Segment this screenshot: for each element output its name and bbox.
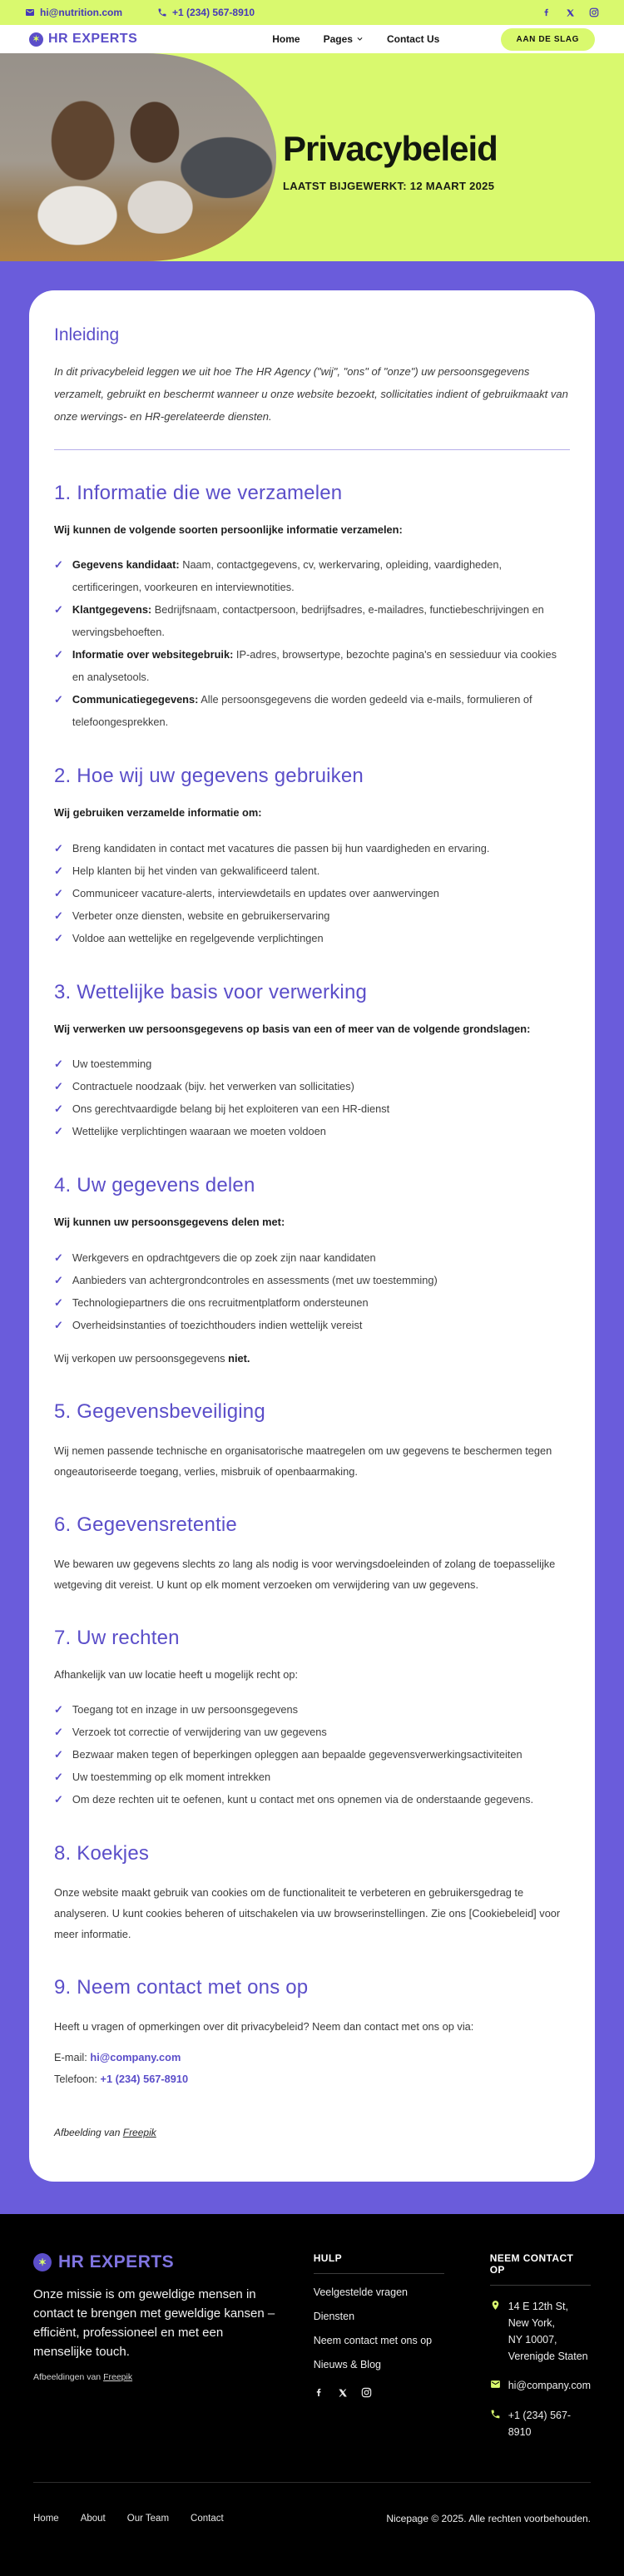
footer-mission: Onze missie is om geweldige mensen in contact te brengen met geweldige kansen – efficiënt, professioneel en met een menselijke touch. [33, 2287, 275, 2360]
check-icon: ✓ [54, 931, 63, 944]
chevron-down-icon [356, 33, 364, 45]
check-icon: ✓ [54, 909, 63, 922]
check-icon: ✓ [54, 841, 63, 855]
footer-link-services[interactable]: Diensten [313, 2311, 355, 2323]
last-updated-label: LAATST BIJGEWERKT: 12 MAART 2025 [283, 180, 495, 192]
bullet-text: Communicatiegegevens: Alle persoonsgegevens die worden gedeeld via e-mails, formulieren of telefoongesprekken. [72, 693, 532, 729]
topbar-email-text: hi@nutrition.com [40, 7, 123, 18]
policy-section [54, 482, 570, 733]
bottom-nav-our-team[interactable]: Our Team [126, 2514, 170, 2524]
bullet-text: Verzoek tot correctie of verwijdering van uw gegevens [72, 1726, 327, 1739]
hero-photo [0, 53, 276, 261]
bullet-text: Overheidsinstanties of toezichthouders indien wettelijk vereist [72, 1318, 363, 1331]
footer-phone[interactable]: +1 (234) 567-8910 [490, 2407, 591, 2440]
bullet-text: Help klanten bij het vinden van gekwalificeerd talent. [72, 864, 320, 877]
nav-home[interactable]: Home [272, 33, 300, 45]
bullet-item [54, 1097, 570, 1120]
bullet-item [54, 1269, 570, 1291]
contact-line: Telefoon: +1 (234) 567-8910 [54, 2073, 189, 2086]
bullet-text: Werkgevers en opdrachtgevers die op zoek zijn naar kandidaten [72, 1251, 376, 1264]
main-purple-section [0, 261, 624, 2214]
section-heading: 3. Wettelijke basis voor verwerking [54, 980, 368, 1003]
footer-link-contact[interactable]: Neem contact met ons op [313, 2335, 433, 2347]
map-pin-icon [490, 2298, 501, 2316]
policy-section [54, 1174, 570, 1368]
policy-section [54, 981, 570, 1142]
section-divider [54, 449, 570, 450]
section-heading: 6. Gegevensretentie [54, 1513, 237, 1536]
section-heading: 7. Uw rechten [54, 1626, 180, 1649]
top-info-bar [0, 0, 624, 25]
contact-email-link[interactable]: hi@company.com [90, 2051, 181, 2064]
bullet-item [54, 1075, 570, 1097]
bullet-text: Klantgegevens: Bedrijfsnaam, contactpersoon, bedrijfsadres, e-mailadres, functiebeschrijvingen en wervingsbehoeften. [72, 603, 544, 639]
bullet-list [54, 1053, 570, 1142]
check-icon: ✓ [54, 558, 63, 572]
bullet-text: Verbeter onze diensten, website en gebruikerservaring [72, 909, 330, 922]
bullet-item [54, 1721, 570, 1743]
topbar-phone-link[interactable] [157, 7, 255, 18]
check-icon: ✓ [54, 1793, 63, 1806]
policy-section [54, 1513, 570, 1595]
footer-brand-column [33, 2252, 275, 2440]
check-icon: ✓ [54, 864, 63, 877]
check-icon: ✓ [54, 1251, 63, 1264]
section-heading: 2. Hoe wij uw gegevens gebruiken [54, 765, 364, 788]
footer-address: 14 E 12th St, New York, NY 10007, Verenigde Staten [490, 2298, 591, 2365]
cta-button[interactable]: AAN DE SLAG [501, 28, 596, 51]
facebook-icon[interactable] [314, 2387, 324, 2402]
section-paragraph: Wij nemen passende technische en organisatorische maatregelen om uw gegevens te beschermen tegen ongeautoriseerde toegang, verlies, misbruik of openbaarmaking. [54, 1444, 552, 1478]
footer-bottom-bar [33, 2483, 591, 2548]
bullet-item [54, 1698, 570, 1721]
intro-paragraph: In dit privacybeleid leggen we uit hoe The HR Agency ("wij", "ons" of "onze") uw persoonsgegevens verzamelt, gebruikt en beschermt wanneer u onze website bezoekt, sollicitaties indient of gebruikmaakt van onze wervings- en HR-gerelateerde diensten. [54, 365, 568, 423]
check-icon: ✓ [54, 1703, 63, 1717]
bullet-text: Voldoe aan wettelijke en regelgevende verplichtingen [72, 931, 324, 944]
policy-sections [54, 482, 570, 2090]
footer-freepik-link[interactable]: Freepik [103, 2372, 133, 2383]
nav-contact-us[interactable]: Contact Us [386, 33, 440, 45]
image-credit: Afbeelding van Freepik [54, 2127, 156, 2139]
nav-pages[interactable]: Pages [324, 33, 364, 45]
check-icon: ✓ [54, 693, 63, 706]
bullet-item [54, 1788, 570, 1811]
footer-email[interactable]: hi@company.com [490, 2377, 591, 2395]
brand-name: HR EXPERTS [48, 32, 138, 46]
bullet-list [54, 553, 570, 733]
bullet-item [54, 1120, 570, 1142]
bullet-item [54, 1291, 570, 1314]
bullet-item [54, 1743, 570, 1766]
section-heading: 5. Gegevensbeveiliging [54, 1399, 265, 1423]
bullet-list [54, 837, 570, 949]
policy-section [54, 1976, 570, 2090]
bullet-item [54, 882, 570, 904]
bullet-item [54, 643, 570, 688]
section-intro: Afhankelijk van uw locatie heeft u mogelijk recht op: [54, 1667, 299, 1681]
bullet-item [54, 1314, 570, 1336]
phone-icon [157, 7, 167, 17]
bullet-item [54, 688, 570, 733]
bullet-item [54, 598, 570, 643]
policy-section [54, 765, 570, 949]
bottom-nav-home[interactable]: Home [33, 2514, 59, 2524]
logo[interactable] [29, 32, 137, 47]
instagram-icon[interactable] [361, 2387, 372, 2402]
page-title: Privacybeleid [283, 129, 498, 168]
bullet-text: Informatie over websitegebruik: IP-adres, browsertype, bezochte pagina's en sessieduur via cookies en analysetools. [72, 648, 557, 684]
phone-icon [490, 2407, 501, 2425]
contact-phone-link[interactable]: +1 (234) 567-8910 [100, 2073, 189, 2086]
section-paragraph: Onze website maakt gebruik van cookies om de functionaliteit te verbeteren en gebruikersgedrag te analyseren. U kunt cookies beheren of uitschakelen via uw browserinstellingen. Zie ons [Cookiebeleid] voor meer informatie. [54, 1886, 561, 1941]
footer-image-credit: Afbeeldingen van Freepik [33, 2372, 133, 2383]
bullet-text: Breng kandidaten in contact met vacatures die passen bij hun vaardigheden en ervaring. [72, 841, 490, 855]
bullet-list [54, 1246, 570, 1336]
section-lead: Wij verwerken uw persoonsgegevens op basis van een of meer van de volgende grondslagen: [54, 1022, 531, 1035]
bullet-text: Aanbieders van achtergrondcontroles en assessments (met uw toestemming) [72, 1273, 438, 1286]
contact-line: E-mail: hi@company.com [54, 2051, 181, 2064]
bullet-text: Bezwaar maken tegen of beperkingen opleggen aan bepaalde gegevensverwerkingsactiviteiten [72, 1748, 522, 1761]
check-icon: ✓ [54, 1273, 63, 1286]
footer-contact-heading: NEEM CONTACT OP [490, 2252, 591, 2286]
check-icon: ✓ [54, 1058, 63, 1071]
check-icon: ✓ [54, 1125, 63, 1138]
section-heading: 4. Uw gegevens delen [54, 1174, 255, 1197]
footer-logo[interactable] [33, 2252, 275, 2272]
bullet-text: Technologiepartners die ons recruitmentplatform ondersteunen [72, 1295, 369, 1309]
bullet-item [54, 553, 570, 598]
bullet-item [54, 927, 570, 949]
topbar-phone-text: +1 (234) 567-8910 [172, 7, 255, 18]
footer-link-news-blog[interactable]: Nieuws & Blog [313, 2359, 381, 2371]
footer-contact-column [490, 2252, 591, 2440]
bullet-item [54, 1766, 570, 1788]
x-twitter-icon[interactable] [566, 8, 575, 17]
bullet-item [54, 837, 570, 859]
freepik-link[interactable]: Freepik [122, 2127, 156, 2139]
site-header [0, 25, 624, 53]
footer-link-faq[interactable]: Veelgestelde vragen [313, 2286, 408, 2299]
check-icon: ✓ [54, 1318, 63, 1331]
footer-logo-icon: ✶ [33, 2253, 52, 2271]
bullet-text: Contractuele noodzaak (bijv. het verwerken van sollicitaties) [72, 1080, 354, 1093]
section-paragraph: Heeft u vragen of opmerkingen over dit privacybeleid? Neem dan contact met ons op via: [54, 2020, 474, 2034]
check-icon: ✓ [54, 1726, 63, 1739]
logo-icon: ✶ [29, 32, 43, 47]
bullet-text: Wettelijke verplichtingen waaraan we moeten voldoen [72, 1125, 326, 1138]
section-lead: Wij gebruiken verzamelde informatie om: [54, 806, 262, 820]
footer-help-column [314, 2252, 444, 2440]
footer-socials [314, 2387, 444, 2402]
check-icon: ✓ [54, 1771, 63, 1784]
bullet-text: Uw toestemming op elk moment intrekken [72, 1771, 271, 1784]
check-icon: ✓ [54, 1295, 63, 1309]
instagram-icon[interactable] [589, 7, 599, 17]
section-paragraph: We bewaren uw gegevens slechts zo lang als nodig is voor wervingsdoeleinden of zolang de toepasselijke wetgeving dit vereist. U kunt op elk moment verzoeken om verwijdering van uw gegevens. [54, 1557, 556, 1591]
bullet-text: Communiceer vacature-alerts, interviewdetails en updates over aanwervingen [72, 886, 439, 899]
envelope-icon [490, 2377, 501, 2395]
site-footer [0, 2214, 624, 2576]
check-icon: ✓ [54, 886, 63, 899]
bullet-text: Ons gerechtvaardigde belang bij het exploiteren van een HR-dienst [72, 1102, 390, 1116]
x-twitter-icon[interactable] [338, 2387, 348, 2402]
hero-section [0, 53, 624, 261]
bottom-nav-contact[interactable]: Contact [191, 2514, 224, 2524]
facebook-icon[interactable] [542, 7, 552, 17]
footer-bottom-nav [33, 2514, 224, 2524]
check-icon: ✓ [54, 1748, 63, 1761]
bullet-list [54, 1698, 570, 1811]
section-note: Wij verkopen uw persoonsgegevens niet. [54, 1351, 250, 1365]
section-lead: Wij kunnen uw persoonsgegevens delen met: [54, 1216, 285, 1229]
section-lead: Wij kunnen de volgende soorten persoonlijke informatie verzamelen: [54, 523, 403, 536]
bullet-text: Toegang tot en inzage in uw persoonsgegevens [72, 1703, 298, 1717]
check-icon: ✓ [54, 603, 63, 617]
policy-section [54, 1627, 570, 1811]
check-icon: ✓ [54, 648, 63, 661]
topbar-email-link[interactable] [25, 7, 122, 18]
bullet-item [54, 859, 570, 882]
bullet-item [54, 1246, 570, 1269]
footer-brand-name: HR EXPERTS [58, 2252, 175, 2272]
check-icon: ✓ [54, 1102, 63, 1116]
bullet-text: Om deze rechten uit te oefenen, kunt u contact met ons opnemen via de onderstaande gegevens. [72, 1793, 534, 1806]
main-nav [272, 33, 439, 45]
policy-card [29, 290, 595, 2182]
check-icon: ✓ [54, 1080, 63, 1093]
bullet-text: Uw toestemming [72, 1058, 152, 1071]
bullet-item [54, 904, 570, 927]
section-heading: 1. Informatie die we verzamelen [54, 482, 343, 504]
section-heading: 8. Koekjes [54, 1842, 150, 1865]
bullet-text: Gegevens kandidaat: Naam, contactgegevens, cv, werkervaring, opleiding, vaardigheden, certificeringen, voorkeuren en interviewnotities. [72, 558, 503, 594]
hero-text-block [283, 131, 498, 192]
section-heading: 9. Neem contact met ons op [54, 1976, 309, 1999]
intro-heading: Inleiding [54, 325, 120, 344]
envelope-icon [25, 7, 35, 17]
policy-section [54, 1842, 570, 1944]
copyright-text: Nicepage © 2025. Alle rechten voorbehouden. [386, 2513, 591, 2525]
policy-section [54, 1400, 570, 1482]
bottom-nav-about[interactable]: About [80, 2514, 106, 2524]
bullet-item [54, 1053, 570, 1075]
footer-help-heading: HULP [314, 2252, 444, 2274]
